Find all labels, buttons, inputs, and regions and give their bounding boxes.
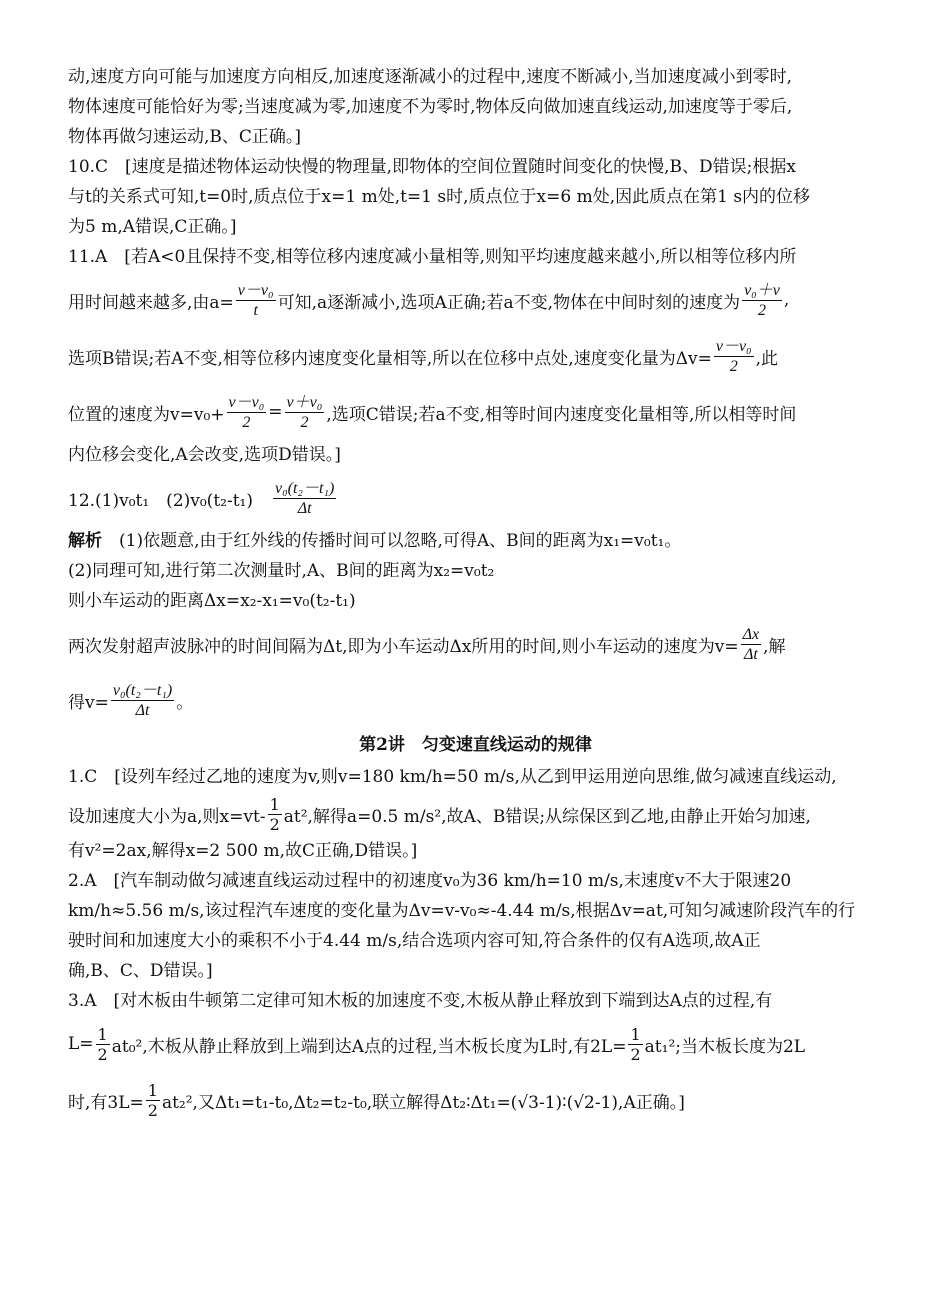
fraction-numerator: Δx <box>742 625 760 643</box>
fraction <box>96 1025 110 1064</box>
answer-s1-formula-line <box>68 792 883 836</box>
text-span: ,解 <box>763 636 786 657</box>
text-span: at₂²,又Δt₁=t₁-t₀,Δt₂=t₂-t₀,联立解得Δt₂∶Δt₁=(√3-1)∶(√2-1),A正确。] <box>161 1092 685 1113</box>
text-span: 得v= <box>68 692 109 713</box>
answer-s2-line: km/h≈5.56 m/s,该过程汽车速度的变化量为Δv=v-v₀≈-4.44 m/s,根据Δv=at,可知匀减速阶段汽车的行 <box>68 901 856 921</box>
text-line: 动,速度方向可能与加速度方向相反,加速度逐渐减小的过程中,速度不断减小,当加速度减小到零时, <box>68 67 793 87</box>
text-span: (1)依题意,由于红外线的传播时间可以忽略,可得A、B间的距离为x₁=v₀t₁。 <box>102 531 682 551</box>
fraction-denominator: Δt <box>135 701 150 719</box>
text-span: 两次发射超声波脉冲的时间间隔为Δt,即为小车运动Δx所用的时间,则小车运动的速度为v= <box>68 636 739 657</box>
answer-s1-line: 有v²=2ax,解得x=2 500 m,故C正确,D错误。] <box>68 841 418 861</box>
fraction-numerator: 1 <box>147 1080 158 1100</box>
answer-11-formula-line: 用时间越来越多,由a= $\frac{\text{v－v₀}}{t}$ 可知,a逐渐减小,选项A正确;若a不变,物体在中间时刻的速度为 $\frac{\text{v₀＋v}}{2}$ , <box>68 281 790 319</box>
text-span: 12.(1)v₀t₁ (2)v₀(t₂-t₁) <box>68 490 253 511</box>
analysis-formula-line <box>68 616 883 672</box>
text-span: 选项B错误;若A不变,相等位移内速度变化量相等,所以在位移中点处,速度变化量为Δv= <box>68 348 712 369</box>
answer-12-line <box>68 470 883 526</box>
analysis-line <box>68 526 883 556</box>
text-span: at²,解得a=0.5 m/s²,故A、B错误;从综保区到乙地,由静止开始匀加速, <box>283 806 811 827</box>
text-span: 位置的速度为v=v₀+ <box>68 404 225 425</box>
fraction <box>236 281 276 320</box>
answer-s1-line: 1.C [设列车经过乙地的速度为v,则v=180 km/h=50 m/s,从乙到甲运用逆向思维,做匀减速直线运动, <box>68 767 837 787</box>
answer-s3-formula-line <box>68 1072 883 1128</box>
answer-s2-line: 驶时间和加速度大小的乘积不小于4.44 m/s,结合选项内容可知,符合条件的仅有A选项,故A正 <box>68 931 761 951</box>
answer-10-line: 为5 m,A错误,C正确。] <box>68 217 237 237</box>
fraction <box>111 681 174 720</box>
fraction <box>628 1025 642 1064</box>
fraction-numerator: v₀(t₂－t₁) <box>274 479 335 497</box>
answer-11-formula-line <box>68 384 883 440</box>
analysis-label: 解析 <box>68 531 102 551</box>
fraction-denominator: Δt <box>743 645 758 663</box>
answer-10-line: 与t的关系式可知,t=0时,质点位于x=1 m处,t=1 s时,质点位于x=6 m处,因此质点在第1 s内的位移 <box>68 187 811 207</box>
text-span: ,选项C错误;若a不变,相等时间内速度变化量相等,所以相等时间 <box>326 404 797 425</box>
answer-11-formula-line <box>68 328 883 384</box>
fraction <box>273 479 336 518</box>
answer-s2-line: 2.A [汽车制动做匀减速直线运动过程中的初速度v₀为36 km/h=10 m/s,末速度v不大于限速20 <box>68 871 792 891</box>
text-span: ,此 <box>755 348 779 369</box>
fraction-denominator: 2 <box>757 301 766 319</box>
text-span: 可知,a逐渐减小,选项A正确;若a不变,物体在中间时刻的速度为 <box>277 292 741 313</box>
fraction <box>285 393 325 432</box>
fraction <box>714 337 754 376</box>
fraction <box>742 281 782 320</box>
fraction <box>741 625 762 664</box>
answer-s3-formula-line <box>68 1016 883 1072</box>
answer-11-line: 11.A [若A<0且保持不变,相等位移内速度减小量相等,则知平均速度越来越小,所以相等位移内所 <box>68 247 797 267</box>
text-line: 物体再做匀速运动,B、C正确。] <box>68 127 302 147</box>
fraction-denominator: 2 <box>300 413 309 431</box>
text-span: 时,有3L= <box>68 1092 144 1113</box>
fraction <box>146 1081 160 1120</box>
answer-s2-line: 确,B、C、D错误。] <box>68 961 213 981</box>
fraction-denominator: 2 <box>630 1044 641 1064</box>
fraction-denominator: 2 <box>242 413 251 431</box>
fraction-denominator: 2 <box>147 1100 158 1120</box>
answer-11-line: 内位移会变化,A会改变,选项D错误。] <box>68 445 341 465</box>
fraction-numerator: v－v₀ <box>715 337 752 355</box>
answer-s3-line: 3.A [对木板由牛顿第二定律可知木板的加速度不变,木板从静止释放到下端到达A点的过程,有 <box>68 991 773 1011</box>
fraction-denominator: 2 <box>729 357 738 375</box>
fraction <box>227 393 267 432</box>
section-title: 第2讲 匀变速直线运动的规律 <box>359 735 592 755</box>
text-span: = <box>268 402 283 422</box>
fraction-denominator: t <box>253 301 258 319</box>
text-span: 设加速度大小为a,则x=vt- <box>68 806 266 827</box>
fraction-numerator: v－v₀ <box>237 281 274 299</box>
fraction <box>268 795 282 834</box>
answer-page <box>68 62 883 1128</box>
answer-10-line: 10.C [速度是描述物体运动快慢的物理量,即物体的空间位置随时间变化的快慢,B、D错误;根据x <box>68 157 796 177</box>
text-span: L= <box>68 1034 94 1054</box>
fraction-numerator: v₀(t₂－t₁) <box>112 681 173 699</box>
analysis-line: 则小车运动的距离Δx=x₂-x₁=v₀(t₂-t₁) <box>68 591 356 611</box>
analysis-formula-line <box>68 672 883 728</box>
fraction-numerator: v＋v₀ <box>286 393 323 411</box>
text-span: at₀²,木板从静止释放到上端到达A点的过程,当木板长度为L时,有2L= <box>111 1036 627 1057</box>
text-span: 用时间越来越多,由a= <box>68 292 234 313</box>
analysis-line: (2)同理可知,进行第二次测量时,A、B间的距离为x₂=v₀t₂ <box>68 561 495 581</box>
fraction-numerator: 1 <box>630 1024 641 1044</box>
fraction-numerator: v－v₀ <box>228 393 265 411</box>
fraction-denominator: 2 <box>269 814 280 834</box>
fraction-numerator: 1 <box>97 1024 108 1044</box>
text-span: at₁²;当木板长度为2L <box>644 1036 806 1057</box>
fraction-denominator: Δt <box>297 499 312 517</box>
text-span: 。 <box>176 692 194 713</box>
fraction-numerator: 1 <box>269 794 280 814</box>
text-line: 物体速度可能恰好为零;当速度减为零,加速度不为零时,物体反向做加速直线运动,加速度等于零后, <box>68 97 793 117</box>
fraction-denominator: 2 <box>97 1044 108 1064</box>
fraction-numerator: v₀＋v <box>744 281 780 299</box>
